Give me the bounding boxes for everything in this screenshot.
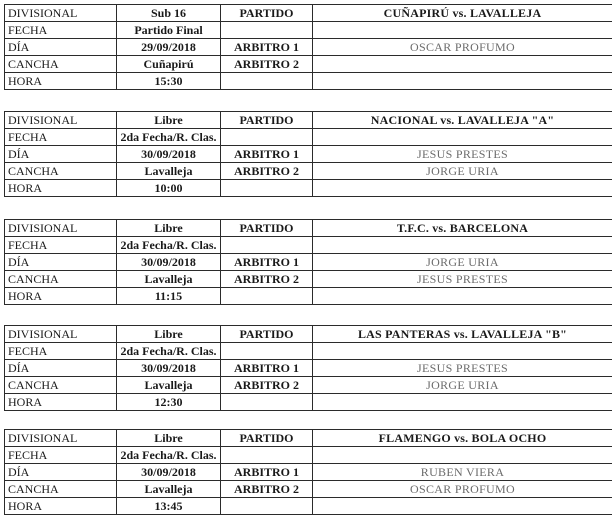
hora-value: 15:30 bbox=[117, 73, 221, 90]
empty-cell bbox=[221, 447, 313, 464]
label-hora: HORA bbox=[5, 180, 117, 197]
empty-cell bbox=[221, 343, 313, 360]
label-hora: HORA bbox=[5, 394, 117, 411]
empty-cell bbox=[313, 73, 612, 90]
label-fecha: FECHA bbox=[5, 447, 117, 464]
empty-cell bbox=[313, 394, 612, 411]
label-dia: DÍA bbox=[5, 464, 117, 481]
label-hora: HORA bbox=[5, 73, 117, 90]
empty-cell bbox=[221, 22, 313, 39]
label-cancha: CANCHA bbox=[5, 56, 117, 73]
label-arbitro-1: ARBITRO 1 bbox=[221, 254, 313, 271]
label-arbitro-1: ARBITRO 1 bbox=[221, 146, 313, 163]
label-arbitro-1: ARBITRO 1 bbox=[221, 360, 313, 377]
label-cancha: CANCHA bbox=[5, 377, 117, 394]
empty-cell bbox=[313, 180, 612, 197]
row-divisional bbox=[5, 430, 612, 447]
fecha-value: 2da Fecha/R. Clas. bbox=[117, 447, 221, 464]
dia-value: 30/09/2018 bbox=[117, 146, 221, 163]
empty-cell bbox=[313, 498, 612, 515]
label-fecha: FECHA bbox=[5, 22, 117, 39]
label-fecha: FECHA bbox=[5, 237, 117, 254]
empty-cell bbox=[313, 447, 612, 464]
divisional-value: Libre bbox=[117, 326, 221, 343]
row-hora bbox=[5, 498, 612, 515]
row-dia bbox=[5, 39, 612, 56]
empty-cell bbox=[221, 288, 313, 305]
match-title: FLAMENGO vs. BOLA OCHO bbox=[313, 430, 612, 447]
cancha-value: Lavalleja bbox=[117, 481, 221, 498]
hora-value: 13:45 bbox=[117, 498, 221, 515]
fecha-value: Partido Final bbox=[117, 22, 221, 39]
row-hora bbox=[5, 288, 612, 305]
label-arbitro-2: ARBITRO 2 bbox=[221, 163, 313, 180]
empty-cell bbox=[221, 180, 313, 197]
arbitro-2-name: OSCAR PROFUMO bbox=[313, 481, 612, 498]
empty-cell bbox=[313, 288, 612, 305]
arbitro-2-name bbox=[313, 56, 612, 73]
label-partido: PARTIDO bbox=[221, 5, 313, 22]
label-arbitro-2: ARBITRO 2 bbox=[221, 481, 313, 498]
arbitro-2-name: JORGE URIA bbox=[313, 377, 612, 394]
match-title: NACIONAL vs. LAVALLEJA "A" bbox=[313, 112, 612, 129]
cancha-value: Cuñapirú bbox=[117, 56, 221, 73]
match-table bbox=[4, 4, 612, 90]
row-hora bbox=[5, 394, 612, 411]
row-cancha bbox=[5, 377, 612, 394]
row-fecha bbox=[5, 129, 612, 146]
row-fecha bbox=[5, 22, 612, 39]
row-divisional bbox=[5, 5, 612, 22]
row-hora bbox=[5, 73, 612, 90]
match-title: LAS PANTERAS vs. LAVALLEJA "B" bbox=[313, 326, 612, 343]
divisional-value: Sub 16 bbox=[117, 5, 221, 22]
fecha-value: 2da Fecha/R. Clas. bbox=[117, 129, 221, 146]
row-dia bbox=[5, 464, 612, 481]
match-block-3 bbox=[4, 219, 612, 305]
arbitro-1-name: JESUS PRESTES bbox=[313, 146, 612, 163]
divisional-value: Libre bbox=[117, 220, 221, 237]
label-divisional: DIVISIONAL bbox=[5, 220, 117, 237]
row-hora bbox=[5, 180, 612, 197]
row-cancha bbox=[5, 163, 612, 180]
empty-cell bbox=[313, 343, 612, 360]
label-fecha: FECHA bbox=[5, 343, 117, 360]
arbitro-1-name: OSCAR PROFUMO bbox=[313, 39, 612, 56]
label-cancha: CANCHA bbox=[5, 271, 117, 288]
match-table bbox=[4, 111, 612, 197]
label-divisional: DIVISIONAL bbox=[5, 326, 117, 343]
label-cancha: CANCHA bbox=[5, 163, 117, 180]
match-title: CUÑAPIRÚ vs. LAVALLEJA bbox=[313, 5, 612, 22]
label-fecha: FECHA bbox=[5, 129, 117, 146]
row-divisional bbox=[5, 326, 612, 343]
empty-cell bbox=[221, 73, 313, 90]
empty-cell bbox=[221, 129, 313, 146]
label-arbitro-2: ARBITRO 2 bbox=[221, 377, 313, 394]
label-divisional: DIVISIONAL bbox=[5, 5, 117, 22]
empty-cell bbox=[313, 237, 612, 254]
empty-cell bbox=[221, 394, 313, 411]
empty-cell bbox=[221, 237, 313, 254]
arbitro-1-name: JESUS PRESTES bbox=[313, 360, 612, 377]
empty-cell bbox=[313, 129, 612, 146]
empty-cell bbox=[221, 498, 313, 515]
match-table bbox=[4, 219, 612, 305]
dia-value: 30/09/2018 bbox=[117, 360, 221, 377]
row-divisional bbox=[5, 112, 612, 129]
match-table bbox=[4, 429, 612, 515]
row-fecha bbox=[5, 237, 612, 254]
match-block-4 bbox=[4, 325, 612, 411]
cancha-value: Lavalleja bbox=[117, 163, 221, 180]
match-block-2 bbox=[4, 111, 612, 197]
row-cancha bbox=[5, 271, 612, 288]
fecha-value: 2da Fecha/R. Clas. bbox=[117, 343, 221, 360]
row-dia bbox=[5, 146, 612, 163]
hora-value: 11:15 bbox=[117, 288, 221, 305]
dia-value: 30/09/2018 bbox=[117, 254, 221, 271]
label-dia: DÍA bbox=[5, 39, 117, 56]
divisional-value: Libre bbox=[117, 430, 221, 447]
row-fecha bbox=[5, 343, 612, 360]
match-block-1 bbox=[4, 4, 612, 90]
label-arbitro-1: ARBITRO 1 bbox=[221, 39, 313, 56]
label-dia: DÍA bbox=[5, 360, 117, 377]
empty-cell bbox=[313, 22, 612, 39]
label-dia: DÍA bbox=[5, 146, 117, 163]
label-partido: PARTIDO bbox=[221, 430, 313, 447]
hora-value: 12:30 bbox=[117, 394, 221, 411]
match-table bbox=[4, 325, 612, 411]
label-partido: PARTIDO bbox=[221, 326, 313, 343]
dia-value: 29/09/2018 bbox=[117, 39, 221, 56]
arbitro-1-name: JORGE URIA bbox=[313, 254, 612, 271]
label-divisional: DIVISIONAL bbox=[5, 112, 117, 129]
label-partido: PARTIDO bbox=[221, 220, 313, 237]
dia-value: 30/09/2018 bbox=[117, 464, 221, 481]
match-title: T.F.C. vs. BARCELONA bbox=[313, 220, 612, 237]
row-dia bbox=[5, 254, 612, 271]
label-arbitro-2: ARBITRO 2 bbox=[221, 56, 313, 73]
row-divisional bbox=[5, 220, 612, 237]
arbitro-2-name: JESUS PRESTES bbox=[313, 271, 612, 288]
label-hora: HORA bbox=[5, 498, 117, 515]
label-partido: PARTIDO bbox=[221, 112, 313, 129]
cancha-value: Lavalleja bbox=[117, 377, 221, 394]
label-divisional: DIVISIONAL bbox=[5, 430, 117, 447]
cancha-value: Lavalleja bbox=[117, 271, 221, 288]
label-arbitro-1: ARBITRO 1 bbox=[221, 464, 313, 481]
row-fecha bbox=[5, 447, 612, 464]
arbitro-1-name: RUBEN VIERA bbox=[313, 464, 612, 481]
row-cancha bbox=[5, 481, 612, 498]
divisional-value: Libre bbox=[117, 112, 221, 129]
label-hora: HORA bbox=[5, 288, 117, 305]
label-cancha: CANCHA bbox=[5, 481, 117, 498]
row-cancha bbox=[5, 56, 612, 73]
match-block-5 bbox=[4, 429, 612, 515]
label-arbitro-2: ARBITRO 2 bbox=[221, 271, 313, 288]
fecha-value: 2da Fecha/R. Clas. bbox=[117, 237, 221, 254]
row-dia bbox=[5, 360, 612, 377]
arbitro-2-name: JORGE URIA bbox=[313, 163, 612, 180]
label-dia: DÍA bbox=[5, 254, 117, 271]
hora-value: 10:00 bbox=[117, 180, 221, 197]
